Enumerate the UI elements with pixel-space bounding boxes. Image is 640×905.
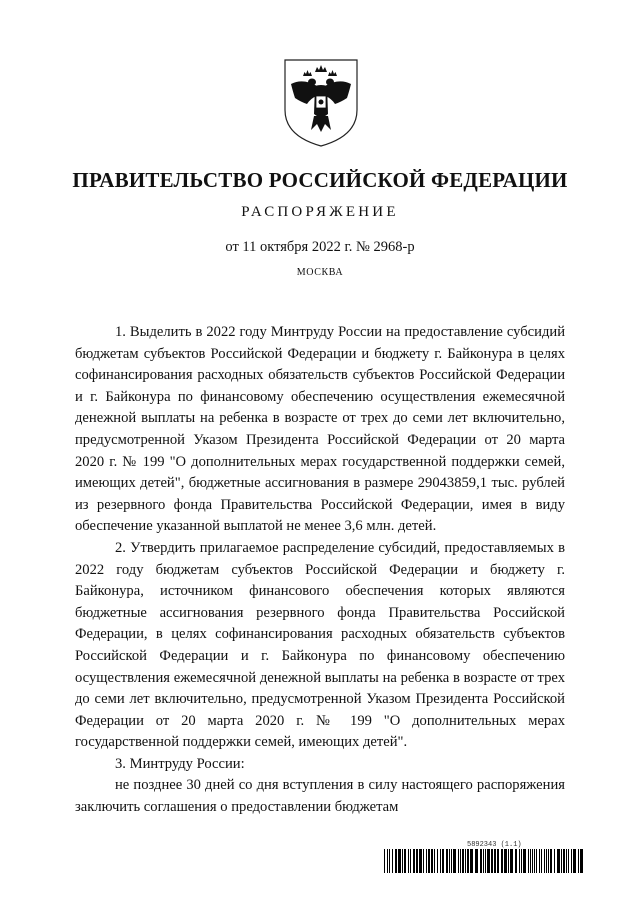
document-city: МОСКВА [296, 267, 344, 278]
paragraph-1: 1. Выделить в 2022 году Минтруду России на предоставление субсидий бюджетам субъектов Российской Федерации и бюджету г. Байконура в целях софинансирования расходных обязательств субъектов Российской Федерации и г. Байконура по финансовому обеспечению осуществления ежемесячной денежной выплаты на ребенка в возрасте от трех до семи лет включительно, предусмотренной Указом Президента Российской Федерации от 20 марта 2020 г. № 199 "О дополнительных мерах государственной поддержки семей, имеющих детей", бюджетные ассигнования в размере 29043859,1 тыс. рублей из резервного фонда Правительства Российской Федерации, имея в виду обеспечение указанной выплатой не менее 3,6 млн. детей. [75, 324, 565, 535]
paragraph-2: 2. Утвердить прилагаемое распределение субсидий, предоставляемых в 2022 году бюджетам субъектов Российской Федерации и бюджету г. Байконура, источником финансового обеспечения которых являются бюджетные ассигнования резервного фонда Правительства Российской Федерации, в целях софинансирования расходных обязательств субъектов Российской Федерации и г. Байконура по финансовому обеспечению осуществления ежемесячной денежной выплаты на ребенка в возрасте от трех до семи лет включительно, предусмотренной Указом Президента Российской Федерации от 20 марта 2020 г. № 199 "О дополнительных мерах государственной поддержки семей, имеющих детей". [75, 539, 565, 751]
coat-of-arms-emblem [281, 58, 361, 148]
document-body [75, 322, 565, 819]
paragraph-4: не позднее 30 дней со дня вступления в силу настоящего распоряжения заключить соглашения о предоставлении бюджетам [75, 777, 565, 816]
barcode-icon [384, 849, 584, 873]
government-title: ПРАВИТЕЛЬСТВО РОССИЙСКОЙ ФЕДЕРАЦИИ [72, 168, 568, 192]
paragraph-3: 3. Минтруду России: [115, 755, 245, 772]
document-type: РАСПОРЯЖЕНИЕ [241, 204, 399, 220]
barcode-number: 5892343 (1.1) [467, 841, 522, 849]
document-date-number: от 11 октября 2022 г. № 2968-р [225, 239, 415, 255]
